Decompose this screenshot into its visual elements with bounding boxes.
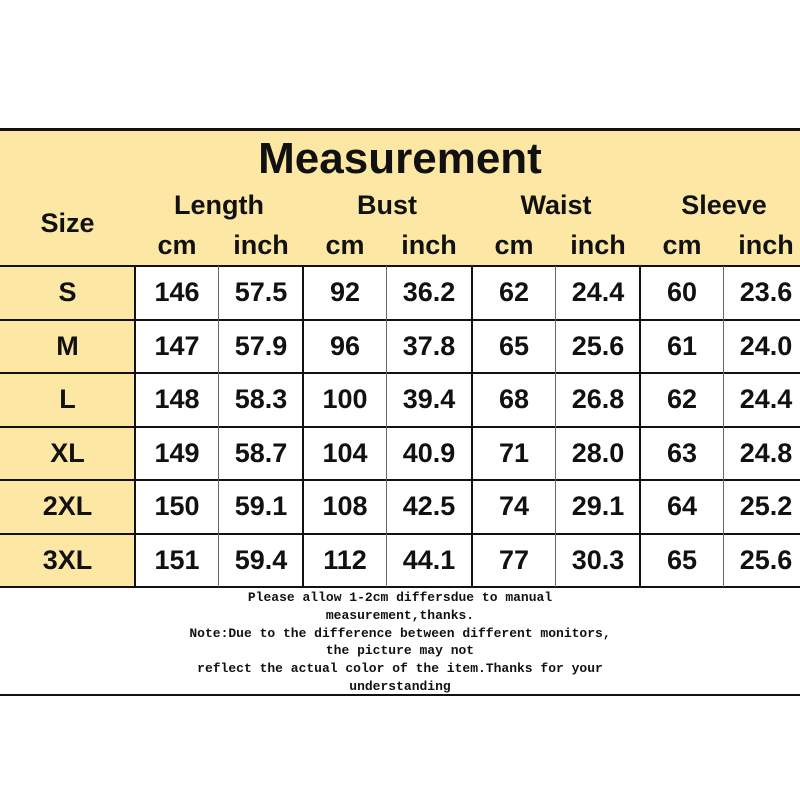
column-divider <box>471 266 473 587</box>
column-divider <box>386 266 387 587</box>
table-cell: 29.1 <box>571 491 625 521</box>
unit-header: cm <box>662 230 702 260</box>
table-cell: 25.2 <box>739 491 793 521</box>
group-header: Sleeve <box>681 190 767 220</box>
table-cell: 58.3 <box>234 384 288 414</box>
table-cell: 63 <box>666 437 698 468</box>
note-line: understanding <box>349 678 451 694</box>
table-cell: 24.4 <box>739 384 793 414</box>
unit-header: cm <box>494 230 534 260</box>
table-cell: 148 <box>154 384 200 414</box>
unit-header: cm <box>157 230 197 260</box>
table-cell: 62 <box>666 384 698 414</box>
table-cell: 23.6 <box>739 277 793 307</box>
table-cell: 104 <box>322 437 368 468</box>
column-divider <box>134 266 136 587</box>
table-bottom-line <box>0 586 800 588</box>
table-cell: 92 <box>329 277 361 307</box>
row-divider <box>0 426 800 428</box>
table-cell: 24.0 <box>739 330 793 361</box>
table-cell: 40.9 <box>402 437 456 468</box>
table-cell: 59.4 <box>234 544 288 575</box>
table-cell: 96 <box>329 330 361 361</box>
table-cell: 37.8 <box>402 330 456 361</box>
unit-header: cm <box>325 230 365 260</box>
table-cell: 26.8 <box>571 384 625 414</box>
row-divider <box>0 533 800 535</box>
table-title: Measurement <box>258 134 542 183</box>
table-cell: 44.1 <box>402 544 456 575</box>
note-line: measurement,thanks. <box>325 607 475 623</box>
table-cell: 146 <box>154 277 200 307</box>
size-label: 3XL <box>42 544 93 575</box>
table-cell: 74 <box>498 491 530 521</box>
table-cell: 108 <box>322 491 368 521</box>
table-cell: 149 <box>154 437 200 468</box>
table-cell: 24.8 <box>739 437 793 468</box>
table-cell: 65 <box>498 330 530 361</box>
table-cell: 71 <box>498 437 530 468</box>
table-cell: 77 <box>498 544 530 575</box>
note-line: Please allow 1-2cm differsdue to manual <box>247 590 553 605</box>
table-cell: 58.7 <box>234 437 288 468</box>
group-header: Waist <box>520 190 592 220</box>
size-label: 2XL <box>42 491 93 521</box>
table-cell: 65 <box>666 544 698 575</box>
column-divider <box>218 266 219 587</box>
note-line: reflect the actual color of the item.Thanks for your <box>197 661 603 677</box>
table-cell: 112 <box>323 544 367 575</box>
table-cell: 30.3 <box>571 544 625 575</box>
table-cell: 64 <box>666 491 698 521</box>
table-cell: 147 <box>154 330 200 361</box>
size-label: L <box>59 384 76 414</box>
table-cell: 24.4 <box>571 277 625 307</box>
column-divider <box>555 266 556 587</box>
table-cell: 150 <box>154 491 200 521</box>
table-cell: 61 <box>666 330 698 361</box>
size-label: M <box>56 330 79 361</box>
column-divider <box>723 266 724 587</box>
table-cell: 60 <box>666 277 698 307</box>
row-divider <box>0 372 800 374</box>
table-cell: 28.0 <box>571 437 625 468</box>
unit-header: inch <box>401 230 457 260</box>
row-divider <box>0 319 800 321</box>
notes <box>0 589 800 696</box>
column-divider <box>639 266 641 587</box>
table-cell: 36.2 <box>402 277 456 307</box>
column-divider <box>302 266 304 587</box>
row-divider <box>0 265 800 267</box>
table-cell: 59.1 <box>234 491 288 521</box>
unit-header: inch <box>233 230 289 260</box>
unit-header: inch <box>738 230 794 260</box>
table-cell: 151 <box>154 544 200 575</box>
table-cell: 39.4 <box>402 384 456 414</box>
table-cell: 62 <box>498 277 530 307</box>
table-cell: 100 <box>322 384 368 414</box>
table-cell: 25.6 <box>739 544 793 575</box>
size-label: S <box>58 277 77 307</box>
group-header: Length <box>174 190 264 220</box>
table-cell: 57.5 <box>234 277 288 307</box>
table-cell: 25.6 <box>571 330 625 361</box>
size-header: Size <box>40 208 95 238</box>
note-line: the picture may not <box>325 643 475 659</box>
unit-header: inch <box>570 230 626 260</box>
table-cell: 57.9 <box>234 330 288 361</box>
note-line: Note:Due to the difference between different monitors, <box>189 625 611 641</box>
row-divider <box>0 479 800 481</box>
table-cell: 68 <box>498 384 530 414</box>
group-header: Bust <box>357 190 417 220</box>
size-label: XL <box>50 437 85 468</box>
table-cell: 42.5 <box>402 491 456 521</box>
